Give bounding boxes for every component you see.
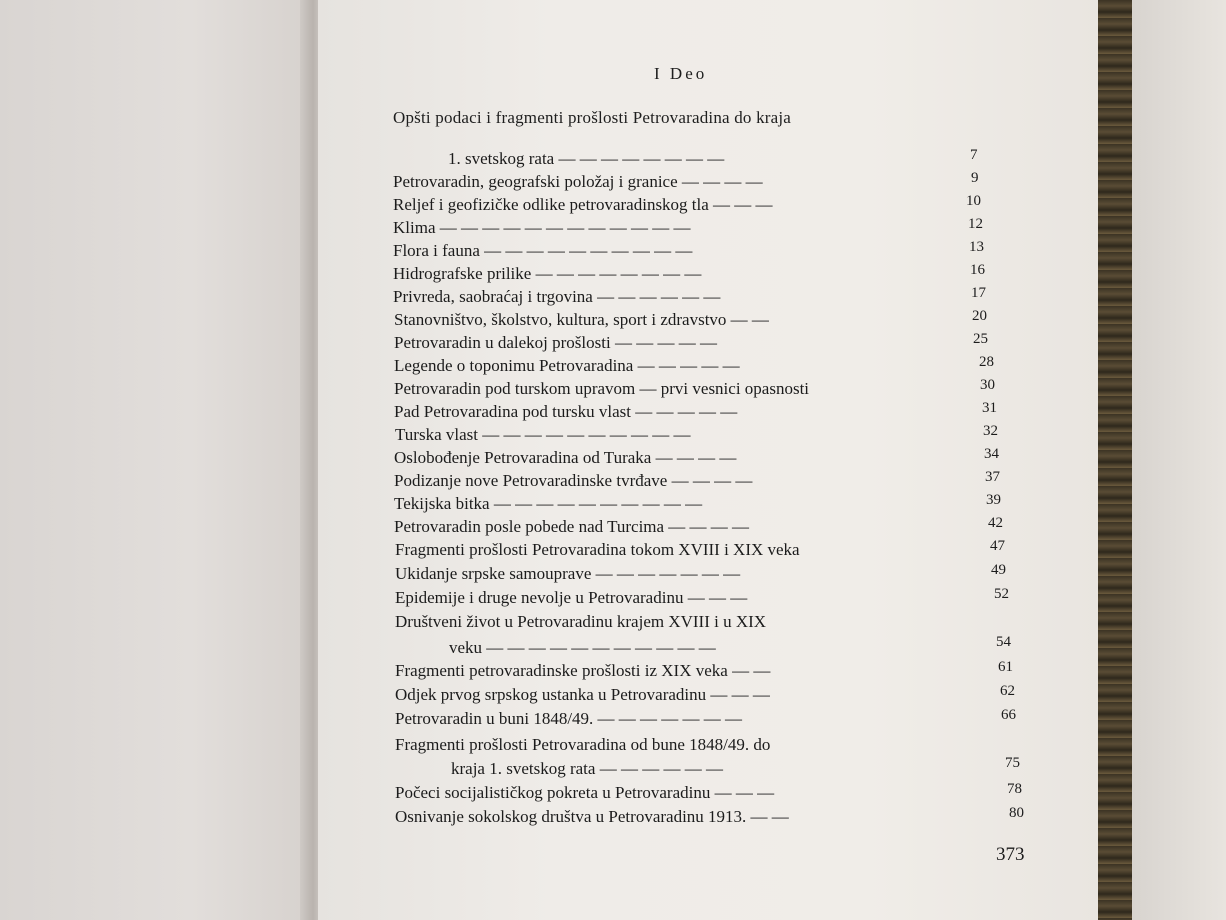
- toc-entry-page: 28: [979, 354, 994, 370]
- page-number: 373: [996, 844, 1025, 865]
- toc-entry-title: Odjek prvog srpskog ustanka u Petrovaradinu — — —: [395, 685, 770, 704]
- toc-entry-page: 10: [966, 193, 981, 209]
- toc-entry-page: 62: [1000, 683, 1015, 699]
- toc-entry-page: 9: [971, 170, 979, 186]
- toc-entry-page: 20: [972, 308, 987, 324]
- toc-intro-line: Opšti podaci i fragmenti prošlosti Petrovaradina do kraja: [393, 108, 792, 127]
- toc-entry-continuation: kraja 1. svetskog rata — — — — — —: [451, 759, 723, 778]
- toc-entry-title: Petrovaradin posle pobede nad Turcima — — — —: [394, 517, 750, 536]
- toc-entry-page: 25: [973, 331, 988, 347]
- toc-entry-title: Stanovništvo, školstvo, kultura, sport i zdravstvo — —: [394, 310, 769, 329]
- toc-entry-page: 61: [998, 659, 1013, 675]
- toc-entry-page: 17: [971, 285, 986, 301]
- toc-entry-page: 16: [970, 262, 985, 278]
- toc-entry-page: 13: [969, 239, 984, 255]
- toc-entry-page: 12: [968, 216, 983, 232]
- toc-entry-title: Petrovaradin, geografski položaj i granice — — — —: [393, 172, 763, 191]
- part-title: I Deo: [654, 64, 708, 83]
- toc-entry-title: 1. svetskog rata — — — — — — — —: [448, 149, 725, 168]
- toc-entry-page: 47: [990, 538, 1005, 554]
- toc-entry-title: Fragmenti prošlosti Petrovaradina tokom XVIII i XIX veka: [395, 540, 800, 559]
- toc-entry-page: 75: [1005, 755, 1020, 771]
- toc-entry-page: 54: [996, 634, 1011, 650]
- toc-entry-title: Počeci socijalističkog pokreta u Petrovaradinu — — —: [395, 783, 775, 802]
- toc-entry-page: 42: [988, 515, 1003, 531]
- toc-entry-title: Podizanje nove Petrovaradinske tvrđave — — — —: [394, 471, 753, 490]
- toc-entry-title: Petrovaradin u dalekoj prošlosti — — — — —: [394, 333, 717, 352]
- toc-entry-title: Tekijska bitka — — — — — — — — — —: [394, 494, 703, 513]
- toc-entry-page: 7: [970, 147, 978, 163]
- toc-entry-title: Petrovaradin u buni 1848/49. — — — — — — —: [395, 709, 743, 728]
- toc-entry-page: 30: [980, 377, 995, 393]
- toc-entry-title: Ukidanje srpske samouprave — — — — — — —: [395, 564, 741, 583]
- toc-entry-title: Društveni život u Petrovaradinu krajem XVIII i u XIX: [395, 612, 767, 631]
- toc-entry-title: Klima — — — — — — — — — — — —: [393, 218, 691, 237]
- toc-entry-title: Privreda, saobraćaj i trgovina — — — — — —: [393, 287, 721, 306]
- toc-entry-page: 32: [983, 423, 998, 439]
- toc-entry-title: Fragmenti petrovaradinske prošlosti iz XIX veka — —: [395, 661, 771, 680]
- toc-entry-title: Oslobođenje Petrovaradina od Turaka — — — —: [394, 448, 737, 467]
- toc-entry-page: 37: [985, 469, 1000, 485]
- toc-entry-title: Reljef i geofizičke odlike petrovaradinskog tla — — —: [393, 195, 773, 214]
- toc-entry-page: 80: [1009, 805, 1024, 821]
- toc-entry-title: Turska vlast — — — — — — — — — —: [395, 425, 691, 444]
- toc-entry-page: 39: [986, 492, 1001, 508]
- toc-entry-page: 78: [1007, 781, 1022, 797]
- toc-entry-title: Flora i fauna — — — — — — — — — —: [393, 241, 693, 260]
- toc-entry-title: Osnivanje sokolskog društva u Petrovaradinu 1913. — —: [395, 807, 789, 826]
- toc-entry-title: Epidemije i druge nevolje u Petrovaradinu — — —: [395, 588, 748, 607]
- toc-entry-title: Pad Petrovaradina pod tursku vlast — — — — —: [394, 402, 738, 421]
- toc-entry-title: Legende o toponimu Petrovaradina — — — — —: [394, 356, 740, 375]
- toc-entry-title: Petrovaradin pod turskom upravom — prvi vesnici opasnosti: [394, 379, 810, 398]
- toc-entry-page: 31: [982, 400, 997, 416]
- toc-entry-page: 52: [994, 586, 1009, 602]
- toc-entry-page: 66: [1001, 707, 1016, 723]
- toc-entry-title: Fragmenti prošlosti Petrovaradina od bune 1848/49. do: [395, 735, 771, 754]
- toc-entry-continuation: veku — — — — — — — — — — —: [449, 638, 716, 657]
- toc-entry-page: 49: [991, 562, 1006, 578]
- toc-entry-title: Hidrografske prilike — — — — — — — —: [393, 264, 702, 283]
- toc-entry-page: 34: [984, 446, 999, 462]
